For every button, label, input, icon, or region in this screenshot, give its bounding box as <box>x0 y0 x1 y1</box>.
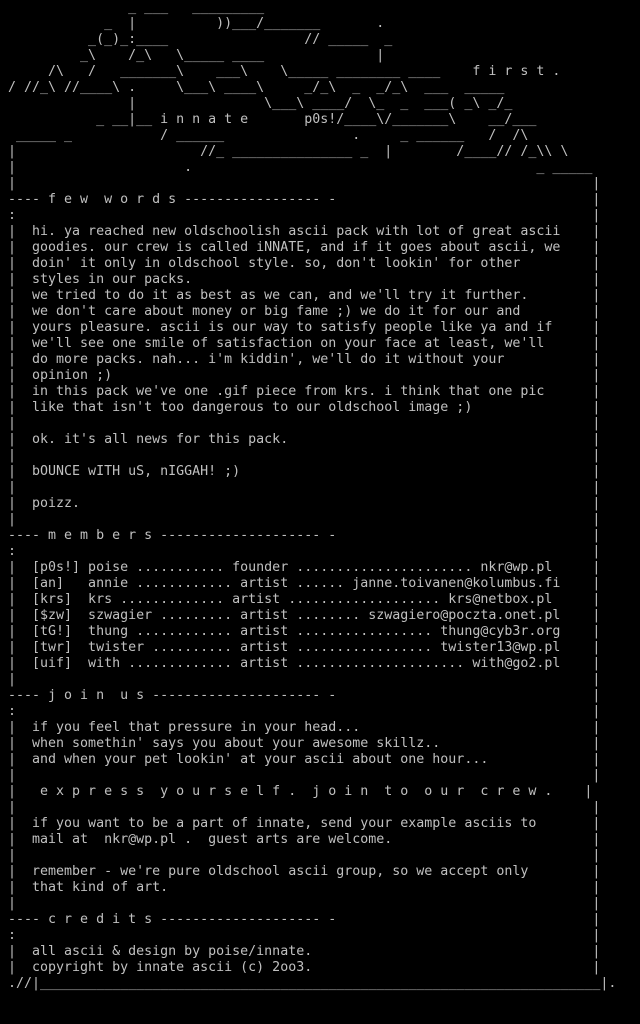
ascii-line: | [p0s!] poise ........... founder ...................... nkr@wp.pl | <box>0 560 601 575</box>
ascii-line: | that kind of art. | <box>0 880 601 895</box>
ascii-line: : | <box>0 544 601 559</box>
ascii-line: | //_ _______________ _ | /____// /_\\ \ <box>0 144 569 159</box>
ascii-line: | hi. ya reached new oldschoolish ascii pack with lot of great ascii | <box>0 224 601 239</box>
ascii-line: | . _ _____ <box>0 160 593 175</box>
ascii-line: | all ascii & design by poise/innate. | <box>0 944 601 959</box>
ascii-line: | remember - we're pure oldschool ascii group, so we accept only | <box>0 864 601 879</box>
ascii-line: | poizz. | <box>0 496 601 511</box>
ascii-line: | [an] annie ............ artist ...... janne.toivanen@kolumbus.fi | <box>0 576 601 591</box>
ascii-line: | when somethin' says you about your awesome skillz.. | <box>0 736 601 751</box>
ascii-line: | e x p r e s s y o u r s e l f . j o i n t o o u r c r e w . | <box>0 784 593 799</box>
ascii-line: ---- m e m b e r s -------------------- - | <box>0 528 601 543</box>
ascii-line: : | <box>0 704 601 719</box>
ascii-line: /\ / _______\ ___\ \_____ ________ ____ f i r s t . <box>0 64 561 79</box>
ascii-line: | we'll see one smile of satisfaction on your face at least, we'll | <box>0 336 601 351</box>
ascii-line: _(_)_:____ // _____ _ <box>0 32 393 47</box>
ascii-line: | | <box>0 448 601 463</box>
ascii-line: | | <box>0 480 601 495</box>
ascii-line: | copyright by innate ascii (c) 2oo3. | <box>0 960 601 975</box>
ascii-line: | we don't care about money or big fame ;) we do it for our and | <box>0 304 601 319</box>
ascii-line: / //_\ //____\ . \___\ ____\ _/_\ _ _/_\ ___ _____ <box>0 80 505 95</box>
ascii-line: | \___\ ____/ \_ _ ___( _\ _/_ <box>0 96 513 111</box>
ascii-line: | | <box>0 176 601 191</box>
ascii-line: _____ _ / ______ . _ ______ / /\ <box>0 128 529 143</box>
ascii-line: | opinion ;) | <box>0 368 601 383</box>
ascii-line: | | <box>0 800 601 815</box>
ascii-line: | and when your pet lookin' at your ascii about one hour... | <box>0 752 601 767</box>
ascii-line: | mail at nkr@wp.pl . guest arts are welcome. | <box>0 832 601 847</box>
ascii-line: | | <box>0 672 601 687</box>
ascii-line: .//|______________________________________________________________________|. <box>0 976 617 991</box>
ascii-line: _ | ))___/_______ . <box>0 16 385 31</box>
ascii-line: | | <box>0 848 601 863</box>
ascii-line: | if you want to be a part of innate, send your example asciis to | <box>0 816 601 831</box>
ascii-line: : | <box>0 928 601 943</box>
ascii-line: _\ /_\ \_____ ____ | <box>0 48 385 63</box>
ascii-line: : | <box>0 208 601 223</box>
ascii-line: | | <box>0 768 601 783</box>
ascii-line: | styles in our packs. | <box>0 272 601 287</box>
ascii-line: ---- f e w w o r d s ----------------- - | <box>0 192 601 207</box>
ascii-line: | if you feel that pressure in your head... | <box>0 720 601 735</box>
ascii-line: | like that isn't too dangerous to our oldschool image ;) | <box>0 400 601 415</box>
ascii-line: ---- j o i n u s --------------------- - | <box>0 688 601 703</box>
ascii-line: | | <box>0 416 601 431</box>
ascii-line: | | <box>0 896 601 911</box>
ascii-line: | doin' it only in oldschool style. so, don't lookin' for other | <box>0 256 601 271</box>
ascii-line: | [krs] krs ............. artist ................... krs@netbox.pl | <box>0 592 601 607</box>
ascii-line: | in this pack we've one .gif piece from krs. i think that one pic | <box>0 384 601 399</box>
ascii-line: | we tried to do it as best as we can, and we'll try it further. | <box>0 288 601 303</box>
ascii-line: | ok. it's all news for this pack. | <box>0 432 601 447</box>
ascii-line: | do more packs. nah... i'm kiddin', we'll do it without your | <box>0 352 601 367</box>
ascii-line: | [tG!] thung ............ artist ................. thung@cyb3r.org | <box>0 624 601 639</box>
ascii-line: | [uif] with ............. artist ..................... with@go2.pl | <box>0 656 601 671</box>
ascii-line: ---- c r e d i t s -------------------- - | <box>0 912 601 927</box>
ascii-line: | bOUNCE wITH uS, nIGGAH! ;) | <box>0 464 601 479</box>
ascii-line: | yours pleasure. ascii is our way to satisfy people like ya and if | <box>0 320 601 335</box>
ascii-line: _ ___ _________ <box>0 0 265 15</box>
ascii-line: | [$zw] szwagier ......... artist ........ szwagiero@poczta.onet.pl | <box>0 608 601 623</box>
ascii-line: | [twr] twister .......... artist ................. twister13@wp.pl | <box>0 640 601 655</box>
ascii-line: _ __|__ i n n a t e p0s!/____\/_______\ __/___ <box>0 112 537 127</box>
ascii-line: | | <box>0 512 601 527</box>
ascii-line: | goodies. our crew is called iNNATE, and if it goes about ascii, we | <box>0 240 601 255</box>
